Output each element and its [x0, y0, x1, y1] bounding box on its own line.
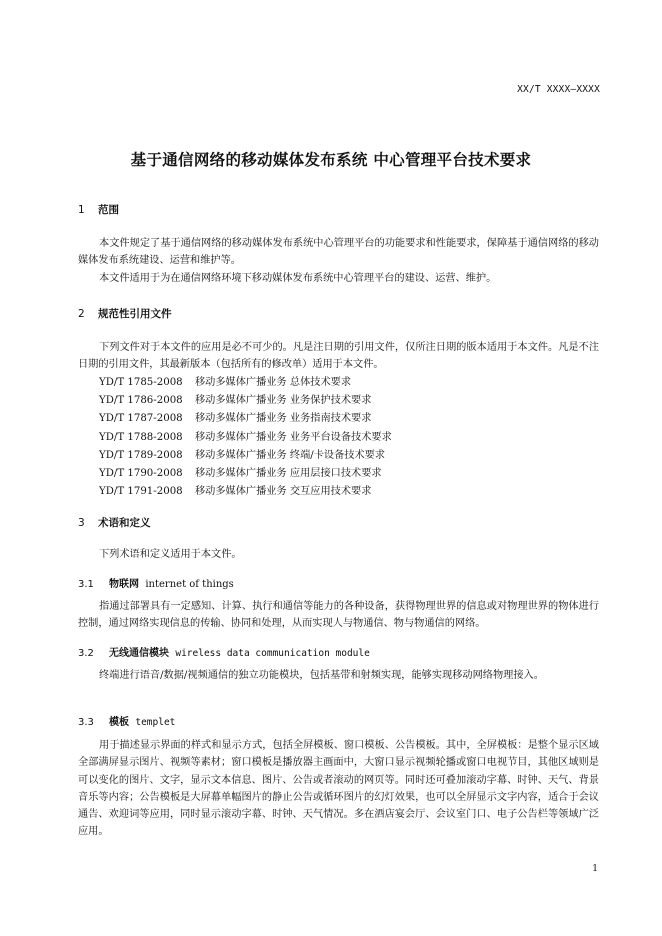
reference-code: YD/T 1786-2008	[99, 395, 183, 407]
section-1-heading	[78, 202, 119, 217]
reference-item	[99, 447, 392, 465]
section-number: 1	[78, 204, 85, 216]
reference-title: 移动多媒体广播业务 交互应用技术要求	[195, 486, 372, 498]
section-title: 范围	[98, 204, 119, 216]
reference-item	[99, 483, 392, 501]
reference-code: YD/T 1785-2008	[99, 377, 183, 388]
page-number: 1	[592, 864, 598, 874]
term-3-3-definition: 用于描述显示界面的样式和显示方式，包括全屏模板、窗口模板、公告模板。其中，全屏模板：是整个显示区域全部满屏显示图片、视频等素材；窗口模板是播放器主画面中，大窗口显示视频轮播或窗口电视节目，其他区域则是可以变化的图片、文字，显示文本信息、图片、公告或者滚动的网页等。同时还可叠加滚动字幕、时钟、天气、背景音乐等内容；公告模板是大屏幕单幅图片的静止公告或循环图片的幻灯效果，也可以全屏显示文字内容，适合于会议通告、欢迎词等应用，同时显示滚动字幕、时钟、天气情况。多在酒店宴会厅、会议室门口、电子公告栏等领域广泛应用。	[78, 740, 599, 838]
reference-item	[99, 465, 392, 483]
term-3-2-heading	[78, 644, 370, 659]
reference-title: 移动多媒体广播业务 终端/卡设备技术要求	[195, 449, 386, 461]
term-chinese: 模板	[109, 717, 129, 728]
section-2-intro: 下列文件对于本文件的应用是必不可少的。凡是注日期的引用文件，仅所注日期的版本适用于本文件。凡是不注日期的引用文件，其最新版本（包括所有的修改单）适用于本文件。	[78, 342, 599, 371]
reference-item	[99, 429, 392, 447]
section-title: 规范性引用文件	[98, 308, 172, 320]
term-number: 3.2	[78, 648, 94, 659]
term-chinese: 无线通信模块	[109, 648, 169, 659]
reference-title: 移动多媒体广播业务 总体技术要求	[195, 377, 352, 388]
term-3-2-definition: 终端进行语音/数据/视频通信的独立功能模块，包括基带和射频实现，能够实现移动网络物理接入。	[99, 670, 544, 681]
term-number: 3.1	[78, 579, 94, 590]
document-title: 基于通信网络的移动媒体发布系统 中心管理平台技术要求	[130, 151, 532, 169]
term-english: internet of things	[145, 579, 234, 590]
section-title: 术语和定义	[98, 517, 151, 529]
reference-item	[99, 392, 392, 410]
reference-code: YD/T 1789-2008	[99, 449, 183, 461]
term-english: templet	[135, 717, 176, 728]
section-3-heading	[78, 515, 151, 530]
reference-list	[99, 374, 392, 501]
document-id: XX/T XXXX—XXXX	[517, 84, 600, 95]
term-3-1-definition: 指通过部署具有一定感知、计算、执行和通信等能力的各种设备，获得物理世界的信息或对物理世界的物体进行控制，通过网络实现信息的传输、协同和处理，从而实现人与物通信、物与物通信的网络。	[78, 601, 599, 630]
reference-title: 移动多媒体广播业务 应用层接口技术要求	[195, 468, 382, 480]
section-number: 3	[78, 517, 85, 529]
section-3-intro: 下列术语和定义适用于本文件。	[99, 549, 242, 560]
term-chinese: 物联网	[109, 579, 139, 590]
reference-code: YD/T 1787-2008	[99, 413, 183, 425]
term-3-3-heading	[78, 713, 175, 728]
section-1-paragraph-2: 本文件适用于为在通信网络环境下移动媒体发布系统中心管理平台的建设、运营、维护。	[99, 273, 497, 284]
reference-title: 移动多媒体广播业务 业务保护技术要求	[195, 395, 372, 407]
reference-item	[99, 374, 392, 392]
reference-code: YD/T 1790-2008	[99, 468, 183, 480]
term-number: 3.3	[78, 717, 94, 728]
section-2-heading	[78, 306, 172, 321]
reference-code: YD/T 1788-2008	[99, 431, 183, 443]
term-english: wireless data communication module	[175, 648, 370, 659]
reference-code: YD/T 1791-2008	[99, 486, 183, 498]
section-1-paragraph-1: 本文件规定了基于通信网络的移动媒体发布系统中心管理平台的功能要求和性能要求，保障基于通信网络的移动媒体发布系统建设、运营和维护等。	[78, 238, 599, 267]
reference-title: 移动多媒体广播业务 业务指南技术要求	[195, 413, 372, 425]
reference-item	[99, 410, 392, 428]
section-number: 2	[78, 308, 85, 320]
term-3-1-heading	[78, 575, 234, 590]
reference-title: 移动多媒体广播业务 业务平台设备技术要求	[195, 431, 392, 443]
